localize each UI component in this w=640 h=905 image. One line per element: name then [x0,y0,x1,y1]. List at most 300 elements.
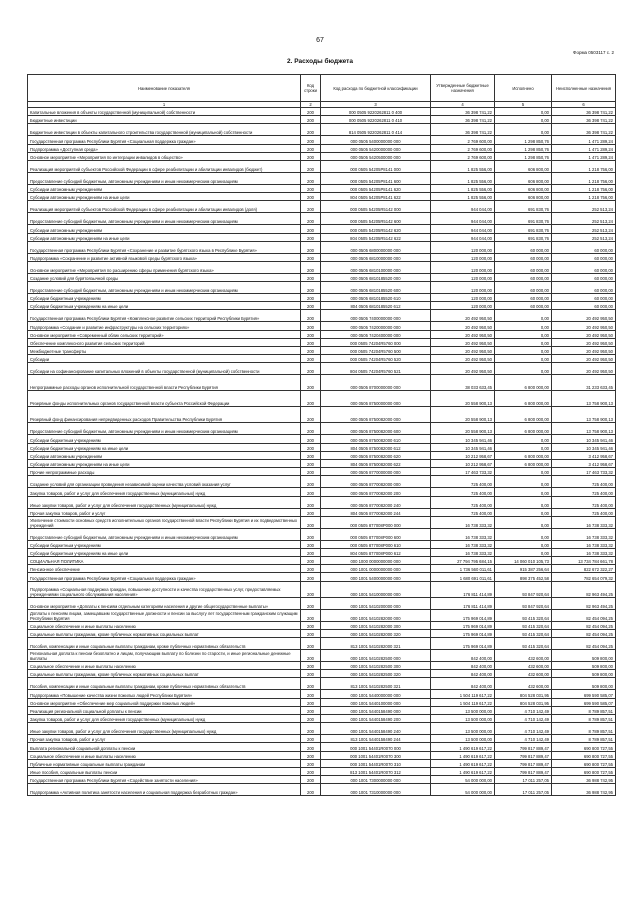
cell-executed: 60 000,00 [495,273,552,281]
cell-executed: 804 528 031,95 [495,690,552,698]
header-number: 1 [28,102,301,108]
cell-executed: 0,00 [495,116,552,124]
cell-name: Подпрограмма «Активная политика занятости населения и социальная поддержка безработных граждан» [28,784,301,796]
cell-approved: 1 680 691 011,61 [431,573,495,581]
table-row [28,743,616,751]
table-row [28,678,616,690]
cell-line-code: 200 [301,714,321,722]
table-row [28,261,616,273]
cell-classification: 000 1001 5440158490 240 [321,723,431,735]
cell-unexecuted: 252 513,24 [552,201,616,213]
cell-classification: 813 1001 5410282000 321 [321,638,431,650]
cell-line-code: 200 [301,678,321,690]
cell-name: Пособия, компенсации и иные социальные выплаты гражданам, кроме публичных нормативных обязательств [28,678,301,690]
cell-executed: 0,00 [495,508,552,516]
table-row [28,476,616,488]
cell-name: Субсидии бюджетным учреждениям [28,540,301,548]
cell-line-code: 200 [301,443,321,451]
cell-unexecuted: 1 471 289,24 [552,136,616,144]
cell-unexecuted: 509 800,00 [552,662,616,670]
cell-executed: 0,00 [495,435,552,443]
cell-name: Резервный фонд финансирования непредвиденных расходов Правительства Республики Бурятия [28,407,301,423]
cell-unexecuted: 82 963 494,25 [552,581,616,597]
cell-name: Прочие непрограммные расходы [28,468,301,476]
cell-line-code: 200 [301,662,321,670]
cell-line-code: 200 [301,233,321,241]
cell-executed: 0,00 [495,468,552,476]
cell-line-code: 200 [301,638,321,650]
cell-unexecuted: 36 988 742,95 [552,776,616,784]
cell-classification: 000 1001 5410282500 300 [321,662,431,670]
table-row [28,597,616,609]
cell-classification: 000 1001 54401R0070 300 [321,751,431,759]
table-row [28,698,616,706]
table-row [28,363,616,375]
cell-unexecuted: 60 000,00 [552,302,616,310]
cell-approved: 120 000,00 [431,241,495,253]
cell-approved: 20 492 950,50 [431,322,495,330]
cell-executed: 6 800 000,00 [495,375,552,391]
cell-line-code: 200 [301,347,321,355]
cell-approved: 27 794 795 684,15 [431,557,495,565]
cell-approved: 20 492 950,50 [431,363,495,375]
cell-approved: 17 463 733,32 [431,468,495,476]
table-row [28,784,616,796]
cell-name: Иные закупки товаров, работ и услуг для обеспечения государственных (муниципальных) нужд [28,496,301,508]
cell-executed: 60 000,00 [495,282,552,294]
cell-name: Закупка товаров, работ и услуг для обеспечения государственных (муниципальных) нужд [28,488,301,496]
cell-line-code: 200 [301,629,321,637]
cell-classification: 000 1001 7300000000 000 [321,776,431,784]
cell-unexecuted: 16 738 333,32 [552,516,616,528]
cell-executed: 432 600,00 [495,678,552,690]
cell-executed: 0,00 [495,548,552,556]
cell-classification: 000 0505 74204R5760 520 [321,355,431,363]
cell-approved: 10 212 958,67 [431,459,495,467]
cell-unexecuted: 36 398 741,22 [552,116,616,124]
table-row [28,759,616,767]
cell-unexecuted: 36 398 741,22 [552,124,616,136]
cell-line-code: 200 [301,468,321,476]
header-line-code: Код строки [301,75,321,102]
table-row [28,241,616,253]
cell-executed: 691 830,76 [495,201,552,213]
cell-line-code: 200 [301,528,321,540]
cell-line-code: 200 [301,496,321,508]
cell-unexecuted: 8 789 857,51 [552,735,616,743]
header-unexecuted: Неисполненные назначения [552,75,616,102]
cell-unexecuted: 690 800 727,55 [552,751,616,759]
cell-line-code: 200 [301,213,321,225]
cell-classification: 804 0505 8750082000 612 [321,443,431,451]
table-row [28,573,616,581]
cell-classification: 804 0505 8770082000 244 [321,508,431,516]
table-row [28,184,616,192]
table-row [28,488,616,496]
cell-unexecuted: 10 345 941,46 [552,435,616,443]
cell-unexecuted: 20 492 950,50 [552,355,616,363]
cell-executed: 0,00 [495,528,552,540]
cell-classification: 000 1001 5410282000 000 [321,609,431,621]
table-row [28,310,616,322]
cell-line-code: 200 [301,108,321,116]
cell-name: Социальное обеспечение и иные выплаты населению [28,751,301,759]
cell-approved: 944 044,00 [431,233,495,241]
cell-approved: 54 000 000,00 [431,776,495,784]
table-row [28,273,616,281]
table-row [28,650,616,662]
cell-executed: 93 415 320,64 [495,621,552,629]
cell-unexecuted: 60 000,00 [552,253,616,261]
cell-classification: 000 0505 74204R5760 000 [321,338,431,346]
table-row [28,714,616,722]
cell-line-code: 200 [301,152,321,160]
cell-classification: 000 0505 6810185520 000 [321,273,431,281]
cell-line-code: 200 [301,184,321,192]
cell-classification: 000 1001 5410282500 000 [321,650,431,662]
cell-classification: 000 0505 74204R5760 500 [321,347,431,355]
cell-unexecuted: 690 800 727,55 [552,759,616,767]
cell-line-code: 200 [301,302,321,310]
cell-unexecuted: 252 513,24 [552,233,616,241]
cell-classification: 000 0505 7420400000 000 [321,330,431,338]
cell-classification: 000 1001 5400000000 000 [321,573,431,581]
table-row [28,435,616,443]
cell-name: Региональная доплата к пенсии безоплатно и лицам, получающим выплату по болезни по старости, и иные региональные денежные выплаты [28,650,301,662]
table-row [28,662,616,670]
cell-unexecuted: 1 218 756,00 [552,184,616,192]
table-row [28,124,616,136]
cell-classification: 000 0505 8750082000 620 [321,451,431,459]
cell-classification: 000 1001 7310000000 000 [321,784,431,796]
table-row [28,735,616,743]
cell-name: Публичные нормативные социальные выплаты гражданам [28,759,301,767]
cell-unexecuted: 20 492 950,50 [552,330,616,338]
cell-executed: 799 817 889,47 [495,759,552,767]
cell-unexecuted: 725 400,00 [552,496,616,508]
cell-executed: 432 600,00 [495,650,552,662]
cell-name: Социальные выплаты гражданам, кроме публичных нормативных социальных выплат [28,629,301,637]
cell-approved: 175 969 014,89 [431,638,495,650]
cell-unexecuted: 17 463 733,32 [552,468,616,476]
cell-approved: 1 825 556,00 [431,160,495,172]
cell-line-code: 200 [301,160,321,172]
header-number: 4 [431,102,495,108]
table-row [28,338,616,346]
cell-classification: 000 0505 8770082000 240 [321,496,431,508]
cell-name: Субсидии [28,355,301,363]
cell-approved: 725 400,00 [431,496,495,508]
cell-classification: 000 0505 8770000000 000 [321,468,431,476]
table-row [28,609,616,621]
cell-line-code: 200 [301,282,321,294]
cell-classification: 000 1001 5440100000 000 [321,698,431,706]
cell-line-code: 200 [301,423,321,435]
cell-line-code: 200 [301,597,321,609]
cell-classification: 000 0505 54205R5142 000 [321,201,431,213]
cell-classification: 000 0505 877008P000 610 [321,540,431,548]
cell-line-code: 200 [301,241,321,253]
cell-name: Социальное обеспечение и иные выплаты населению [28,662,301,670]
cell-approved: 16 738 333,32 [431,540,495,548]
cell-line-code: 200 [301,751,321,759]
cell-approved: 20 558 900,13 [431,407,495,423]
cell-name: Реализация мероприятий субъектов Российской Федерации в сфере реабилитации и абилитации инвалидов (доля) [28,201,301,213]
cell-approved: 1 825 556,00 [431,172,495,184]
header-number: 3 [321,102,431,108]
cell-unexecuted: 3 412 958,67 [552,451,616,459]
cell-name: Создание условий для бурятоязычной среды [28,273,301,281]
table-row [28,201,616,213]
table-row [28,116,616,124]
cell-name: Выплата региональной социальной доплаты к пенсии [28,743,301,751]
cell-approved: 175 969 014,89 [431,621,495,629]
cell-unexecuted: 31 233 633,45 [552,375,616,391]
cell-name: Субсидии автономным учреждениям на иные цели [28,193,301,201]
cell-approved: 1 504 119 617,22 [431,690,495,698]
cell-line-code: 200 [301,508,321,516]
cell-line-code: 200 [301,363,321,375]
cell-approved: 2 769 600,00 [431,144,495,152]
cell-unexecuted: 822 672 322,27 [552,565,616,573]
cell-executed: 0,00 [495,363,552,375]
table-row [28,193,616,201]
cell-executed: 93 415 320,64 [495,609,552,621]
cell-unexecuted: 1 218 756,00 [552,193,616,201]
cell-executed: 1 298 850,76 [495,152,552,160]
cell-name: Государственная программа Республики Бурятия «Социальная поддержка граждан» [28,136,301,144]
cell-approved: 2 769 600,00 [431,136,495,144]
cell-executed: 17 011 257,05 [495,784,552,796]
cell-name: Субсидии автономным учреждениям на иные цели [28,233,301,241]
cell-name: Государственная программа Республики Бурятия «Комплексное развитие сельских территорий Республики Бурятия» [28,310,301,322]
cell-approved: 725 400,00 [431,508,495,516]
table-body [28,108,616,796]
table-row [28,706,616,714]
cell-unexecuted: 252 513,24 [552,213,616,225]
cell-approved: 13 500 000,00 [431,706,495,714]
cell-approved: 20 492 950,50 [431,310,495,322]
cell-approved: 120 000,00 [431,302,495,310]
cell-classification: 000 0505 5420500000 000 [321,152,431,160]
cell-line-code: 200 [301,540,321,548]
header-number: 2 [301,102,321,108]
cell-name: Государственная программа Республики Бурятия «Содействие занятости населения» [28,776,301,784]
cell-unexecuted: 16 738 333,32 [552,528,616,540]
table-row [28,407,616,423]
cell-executed: 0,00 [495,322,552,330]
cell-line-code: 200 [301,650,321,662]
cell-line-code: 200 [301,706,321,714]
cell-unexecuted: 60 000,00 [552,241,616,253]
cell-classification: 000 0505 8750000000 000 [321,391,431,407]
cell-executed: 60 000,00 [495,253,552,261]
cell-line-code: 200 [301,784,321,796]
header-number: 5 [495,102,552,108]
cell-executed: 799 817 889,47 [495,767,552,775]
cell-line-code: 200 [301,375,321,391]
table-row [28,528,616,540]
table-row [28,322,616,330]
cell-unexecuted: 509 800,00 [552,650,616,662]
cell-line-code: 200 [301,767,321,775]
cell-name: Подпрограмма «Сохранение и развитие активной языковой среды бурятского языка» [28,253,301,261]
table-row [28,108,616,116]
cell-executed: 6 800 000,00 [495,423,552,435]
cell-name: Бюджетные инвестиции в объекты капитального строительства государственной (муниципальной) собственности [28,124,301,136]
form-code: Форма 0503117 с. 2 [573,50,614,55]
cell-approved: 20 558 900,13 [431,423,495,435]
cell-name: Межбюджетные трансферты [28,347,301,355]
cell-name: Предоставление субсидий бюджетным, автономным учреждениям и иным некоммерческим организациям [28,528,301,540]
cell-unexecuted: 13 758 900,13 [552,391,616,407]
table-row [28,565,616,573]
cell-classification: 000 0505 6810000000 000 [321,253,431,261]
cell-classification: 000 0505 877008P000 600 [321,528,431,540]
cell-line-code: 200 [301,193,321,201]
cell-approved: 120 000,00 [431,253,495,261]
cell-line-code: 200 [301,391,321,407]
header-executed: Исполнено [495,75,552,102]
cell-name: Субсидии автономным учреждениям [28,225,301,233]
cell-executed: 0,00 [495,338,552,346]
cell-classification: 000 0505 5400000000 000 [321,136,431,144]
cell-classification: 804 0505 54205R5142 622 [321,233,431,241]
cell-line-code: 200 [301,435,321,443]
cell-name: Субсидии бюджетным учреждениям [28,435,301,443]
cell-approved: 36 398 741,22 [431,124,495,136]
cell-executed: 0,00 [495,355,552,363]
cell-approved: 725 400,00 [431,488,495,496]
cell-executed: 606 800,00 [495,193,552,201]
cell-approved: 120 000,00 [431,273,495,281]
cell-approved: 1 490 619 617,22 [431,743,495,751]
cell-executed: 60 000,00 [495,302,552,310]
cell-approved: 842 400,00 [431,670,495,678]
cell-executed: 0,00 [495,108,552,116]
table-row [28,690,616,698]
cell-unexecuted: 1 471 289,24 [552,152,616,160]
cell-classification: 000 0505 8770082000 200 [321,488,431,496]
cell-classification: 813 1001 54401R0070 312 [321,767,431,775]
cell-executed: 0,00 [495,310,552,322]
cell-executed: 0,00 [495,476,552,488]
cell-name: Реализация мероприятий субъектов Российской Федерации в сфере реабилитации и абилитации инвалидов (бюджет) [28,160,301,172]
cell-approved: 1 490 619 617,22 [431,751,495,759]
cell-classification: 000 0505 8770082000 000 [321,476,431,488]
cell-line-code: 200 [301,124,321,136]
cell-unexecuted: 10 345 941,46 [552,443,616,451]
table-row [28,213,616,225]
table-row [28,423,616,435]
cell-name: Подпрограмма «Создание и развитие инфраструктуры на сельских территориях» [28,322,301,330]
cell-executed: 17 011 257,05 [495,776,552,784]
cell-approved: 944 044,00 [431,225,495,233]
cell-line-code: 200 [301,690,321,698]
table-row [28,253,616,261]
page-number: 67 [316,37,324,44]
cell-classification: 000 0505 54205P8141 600 [321,172,431,184]
cell-classification: 804 0505 6810185520 612 [321,302,431,310]
cell-approved: 20 558 900,13 [431,391,495,407]
table-row [28,548,616,556]
table-row [28,629,616,637]
table-row [28,375,616,391]
cell-line-code: 200 [301,172,321,184]
cell-name: Государственная программа Республики Бурятия «Социальная поддержка граждан» [28,573,301,581]
cell-classification: 000 0505 8700000000 000 [321,375,431,391]
cell-name: Основное мероприятие «Обеспечение мер социальной поддержки пожилых людей» [28,698,301,706]
cell-unexecuted: 82 454 094,25 [552,638,616,650]
cell-classification: 000 0505 7420000000 000 [321,322,431,330]
cell-unexecuted: 8 789 857,51 [552,723,616,735]
cell-line-code: 200 [301,759,321,767]
cell-approved: 1 736 560 011,61 [431,565,495,573]
cell-classification: 000 0505 9220262811 0 410 [321,116,431,124]
header-approved: Утвержденные бюджетные назначения [431,75,495,102]
cell-name: Прочая закупка товаров, работ и услуг [28,735,301,743]
table-row [28,540,616,548]
cell-executed: 432 600,00 [495,662,552,670]
cell-executed: 4 710 142,49 [495,735,552,743]
cell-classification: 000 0505 6810185520 610 [321,294,431,302]
cell-executed: 60 000,00 [495,261,552,273]
cell-line-code: 200 [301,670,321,678]
cell-unexecuted: 725 400,00 [552,476,616,488]
table-row [28,776,616,784]
cell-name: Предоставление субсидий бюджетным, автономным учреждениям и иным некоммерческим организациям [28,172,301,184]
cell-approved: 10 212 958,67 [431,451,495,459]
cell-classification: 000 0505 54205P8141 620 [321,184,431,192]
cell-executed: 4 710 142,49 [495,723,552,735]
cell-line-code: 200 [301,488,321,496]
cell-line-code: 200 [301,735,321,743]
cell-approved: 16 738 333,32 [431,548,495,556]
cell-executed: 14 060 010 105,73 [495,557,552,565]
cell-name: Капитальные вложения в объекты государственной (муниципальной) собственности [28,108,301,116]
cell-classification: 000 1001 5440000000 000 [321,690,431,698]
cell-unexecuted: 82 963 494,25 [552,597,616,609]
cell-executed: 691 830,76 [495,213,552,225]
cell-executed: 60 000,00 [495,294,552,302]
cell-unexecuted: 3 412 958,67 [552,459,616,467]
cell-executed: 1 298 850,76 [495,136,552,144]
cell-unexecuted: 1 218 756,00 [552,160,616,172]
cell-classification: 804 0505 8750082000 622 [321,459,431,467]
cell-line-code: 200 [301,548,321,556]
cell-approved: 944 044,00 [431,213,495,225]
cell-name: Основное мероприятие «Доплаты к пенсиям отдельным категориям населения и другие общегосударственные выплаты» [28,597,301,609]
cell-executed: 6 800 000,00 [495,451,552,459]
cell-approved: 120 000,00 [431,261,495,273]
table-row [28,225,616,233]
cell-line-code: 200 [301,621,321,629]
header-name: Наименование показателя [28,75,301,102]
cell-line-code: 200 [301,273,321,281]
cell-executed: 799 817 889,47 [495,743,552,751]
cell-approved: 13 500 000,00 [431,723,495,735]
cell-name: Закупка товаров, работ и услуг для обеспечения государственных (муниципальных) нужд [28,714,301,722]
cell-classification: 000 1001 5410000000 000 [321,581,431,597]
cell-unexecuted: 252 513,24 [552,225,616,233]
cell-executed: 4 710 142,49 [495,714,552,722]
cell-approved: 725 400,00 [431,476,495,488]
table-row [28,496,616,508]
cell-unexecuted: 509 800,00 [552,670,616,678]
cell-line-code: 200 [301,698,321,706]
table-row [28,621,616,629]
cell-unexecuted: 20 492 950,50 [552,338,616,346]
